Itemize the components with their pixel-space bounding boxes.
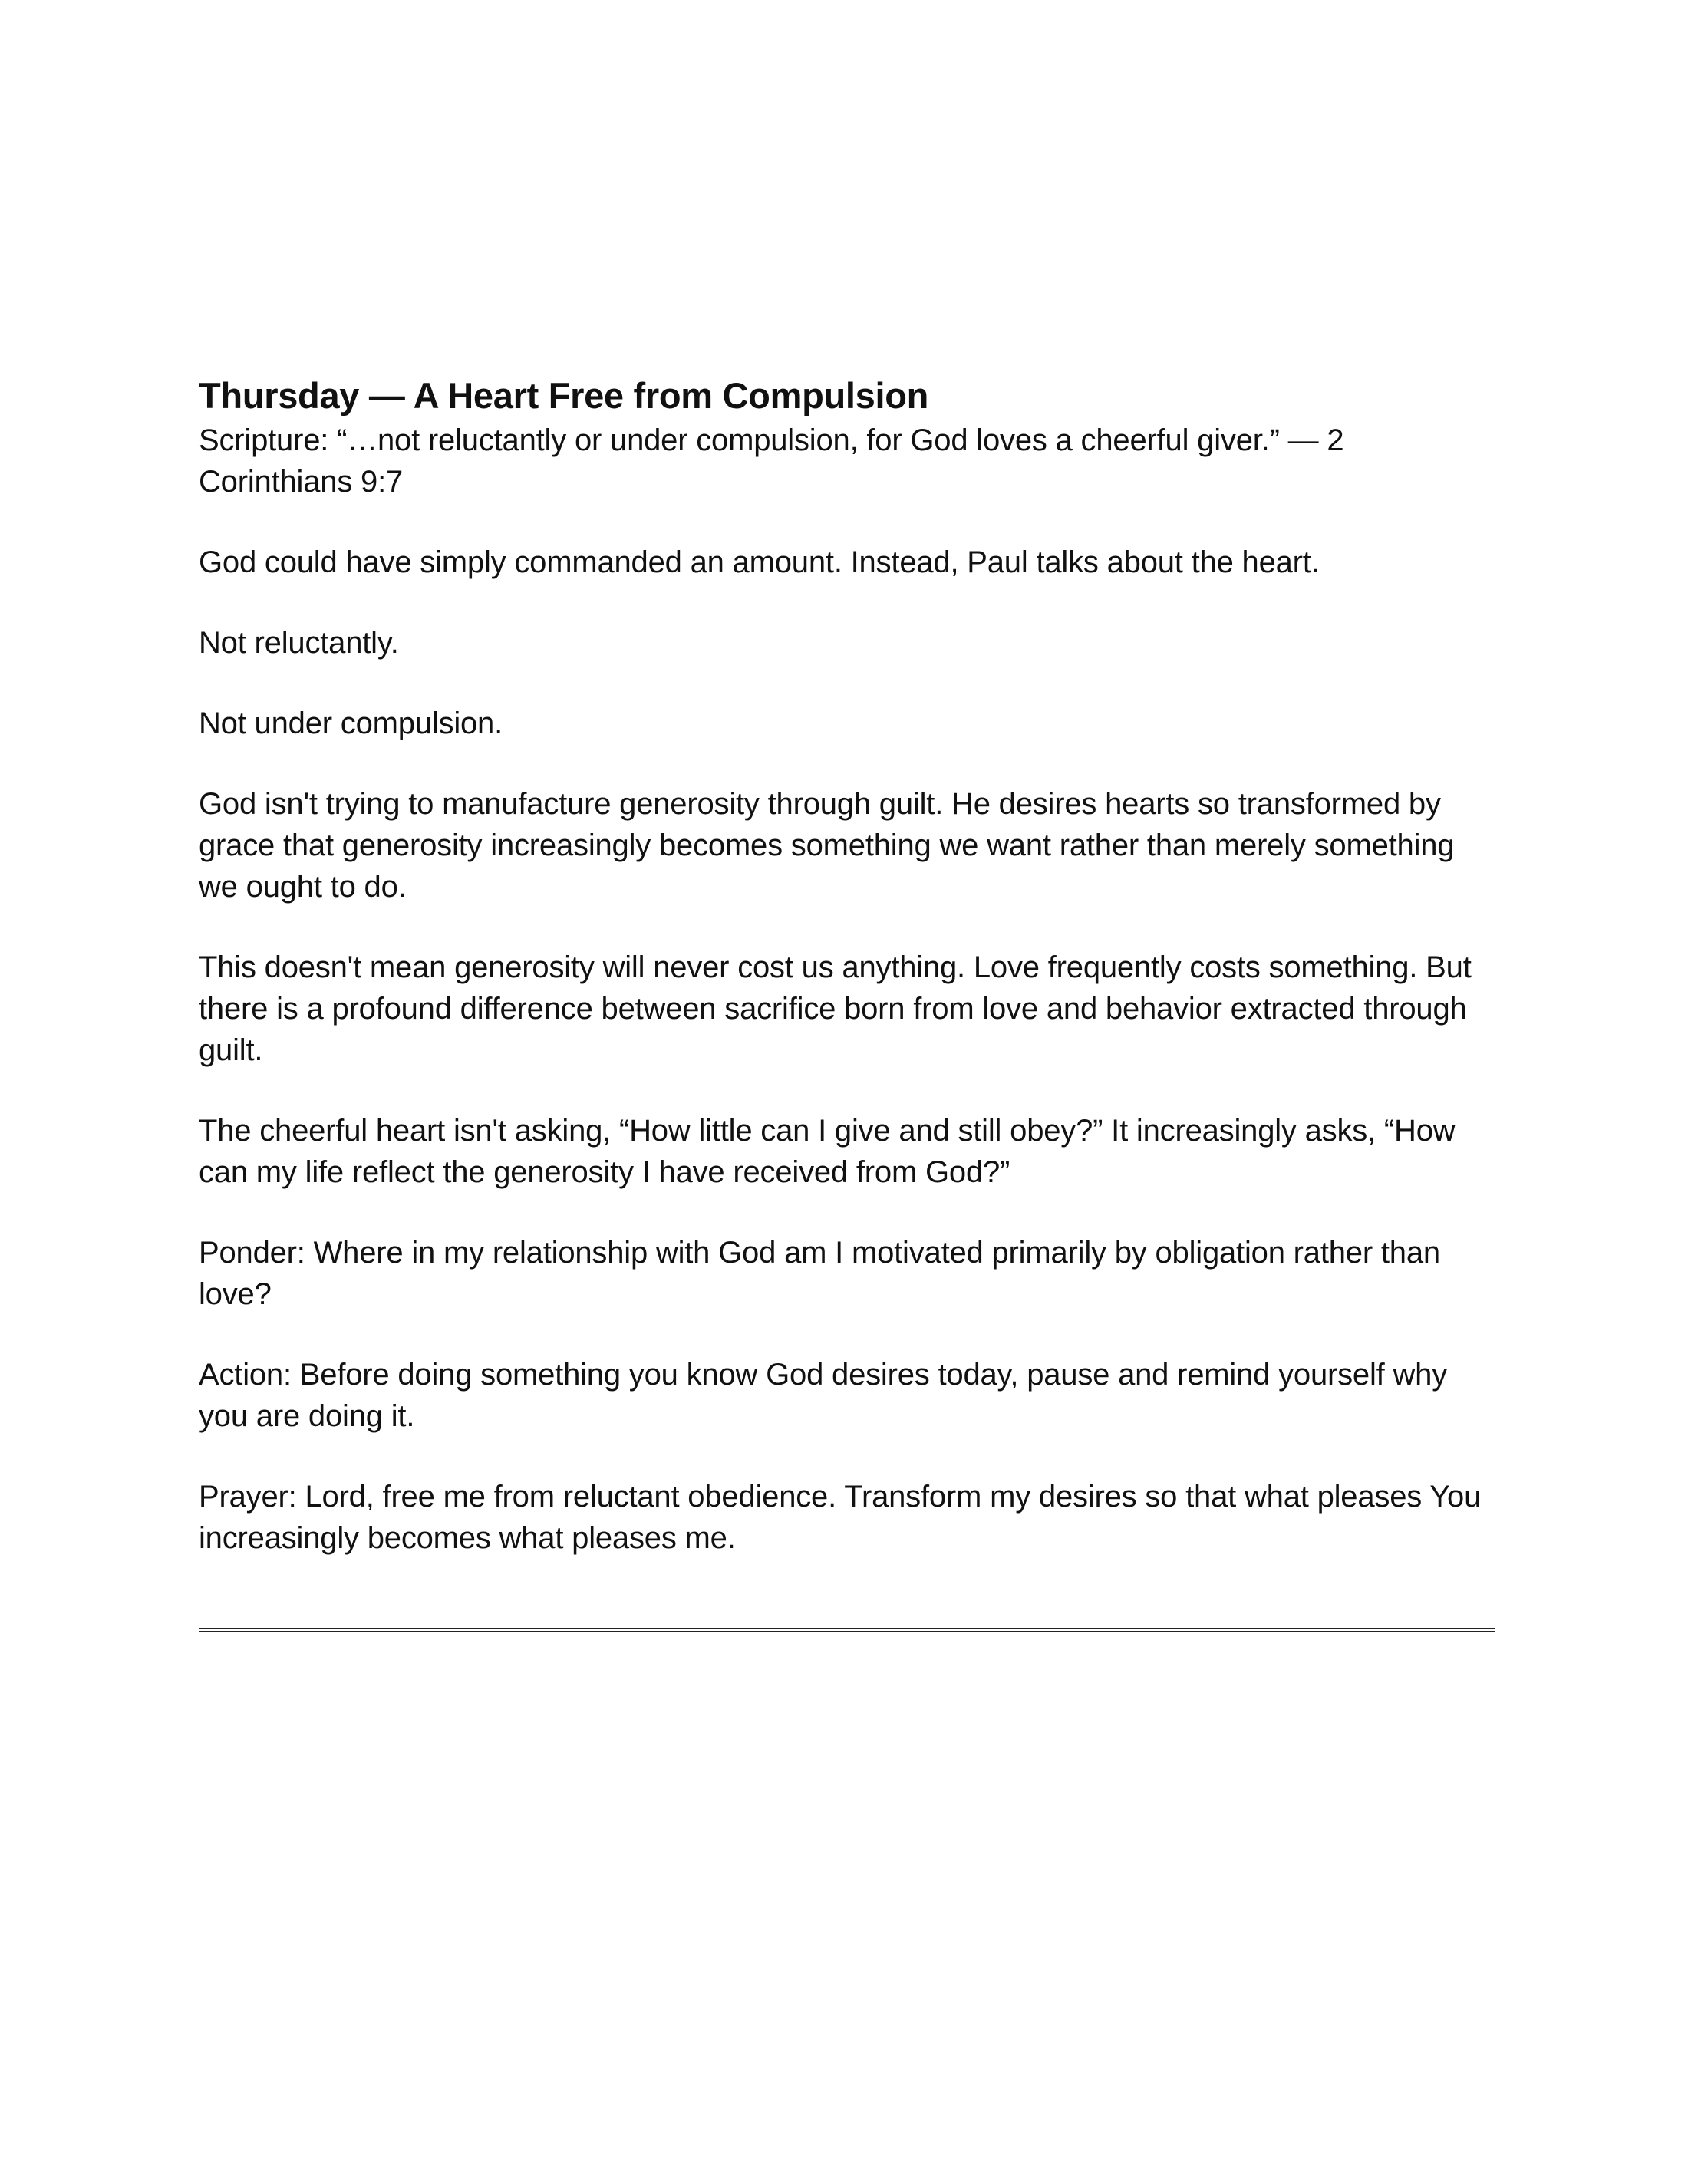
body-paragraph: This doesn't mean generosity will never cost us anything. Love frequently costs something. But there is a profound difference between sacrifice born from love and behavior extracted through guilt. — [199, 950, 1472, 1067]
prayer-paragraph: Prayer: Lord, free me from reluctant obedience. Transform my desires so that what pleases You increasingly becomes what pleases me. — [199, 1480, 1482, 1555]
ponder-paragraph: Ponder: Where in my relationship with God am I motivated primarily by obligation rather than love? — [199, 1236, 1440, 1311]
horizontal-divider — [199, 1628, 1495, 1632]
action-paragraph: Action: Before doing something you know God desires today, pause and remind yourself why you are doing it. — [199, 1358, 1448, 1433]
section-title: Thursday — A Heart Free from Compulsion — [199, 375, 929, 416]
body-paragraph: God could have simply commanded an amount. Instead, Paul talks about the heart. — [199, 545, 1320, 579]
devotional-section — [199, 372, 1495, 1598]
body-paragraph: The cheerful heart isn't asking, “How little can I give and still obey?” It increasingly asks, “How can my life reflect the generosity I have received from God?” — [199, 1114, 1456, 1189]
body-paragraph: Not under compulsion. — [199, 707, 503, 740]
scripture-paragraph: Scripture: “…not reluctantly or under compulsion, for God loves a cheerful giver.” — 2 Corinthians 9:7 — [199, 423, 1344, 499]
body-paragraph: God isn't trying to manufacture generosity through guilt. He desires hearts so transformed by grace that generosity increasingly becomes something we want rather than merely something we ought to do. — [199, 787, 1455, 904]
body-paragraph: Not reluctantly. — [199, 626, 399, 660]
